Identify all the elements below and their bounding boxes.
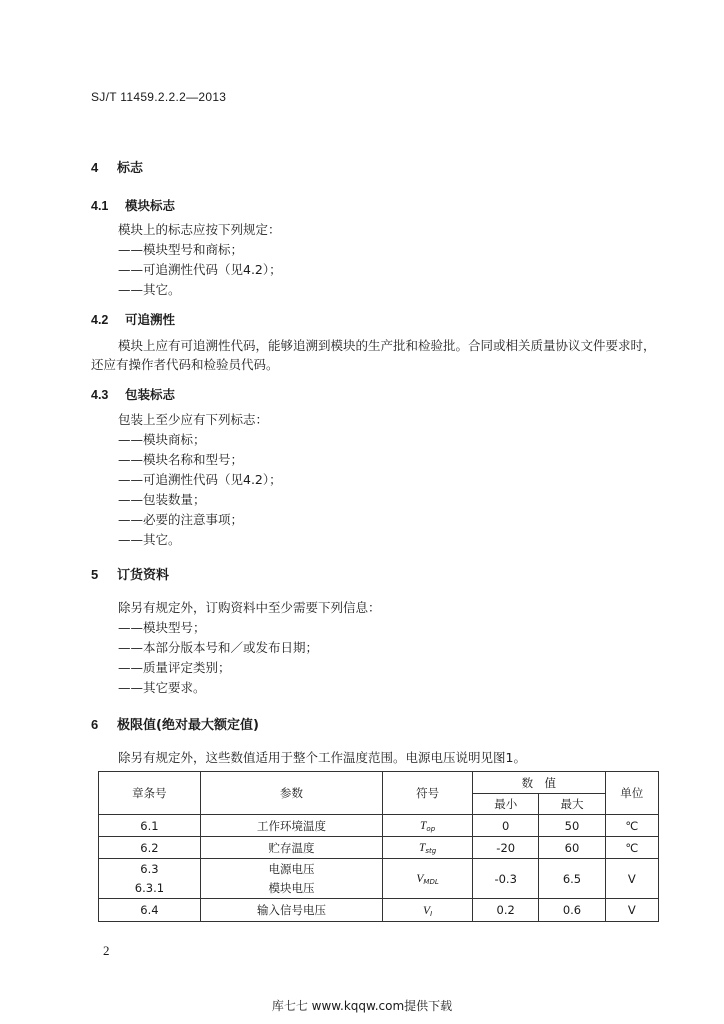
- section-6-heading: [91, 714, 259, 733]
- cell-clause: [99, 859, 201, 899]
- section-title: 订货资料: [117, 568, 170, 583]
- list-item: ——必要的注意事项；: [118, 512, 244, 527]
- symbol-subscript: I: [430, 909, 433, 918]
- section-number: 4.2: [91, 313, 109, 327]
- paragraph: 除另有规定外，这些数值适用于整个工作温度范围。电源电压说明见图1。: [118, 750, 526, 765]
- cell-max: 60: [539, 837, 605, 859]
- table-header-row: [99, 772, 659, 794]
- paragraph: 包装上至少应有下列标志：: [118, 412, 269, 427]
- param-line: 模块电压: [268, 880, 315, 895]
- cell-max: 0.6: [539, 899, 605, 922]
- header-clause: 章条号: [99, 772, 201, 815]
- section-title: 模块标志: [125, 198, 176, 213]
- symbol-main: V: [416, 873, 424, 885]
- page-number: 2: [103, 943, 110, 958]
- cell-min: -0.3: [473, 859, 539, 899]
- table-row: [99, 815, 659, 837]
- section-title: 极限值(绝对最大额定值): [117, 718, 259, 733]
- list-item: ——可追溯性代码（见4.2）；: [118, 262, 282, 277]
- cell-unit: V: [605, 859, 658, 899]
- cell-symbol: [383, 837, 473, 859]
- cell-max: 50: [539, 815, 605, 837]
- symbol-subscript: MDL: [423, 878, 439, 886]
- section-title: 可追溯性: [125, 312, 176, 327]
- cell-min: -20: [473, 837, 539, 859]
- list-item: ——模块商标；: [118, 432, 206, 447]
- section-5-body: [118, 598, 381, 698]
- header-unit: 单位: [605, 772, 658, 815]
- section-number: 5: [91, 567, 99, 582]
- cell-symbol: [383, 899, 473, 922]
- symbol-main: T: [420, 820, 427, 832]
- cell-clause: 6.4: [99, 899, 201, 922]
- list-item: ——模块型号；: [118, 620, 206, 635]
- cell-unit: ℃: [605, 837, 658, 859]
- list-item: ——包装数量；: [118, 492, 206, 507]
- cell-param: 贮存温度: [200, 837, 382, 859]
- paragraph: 模块上应有可追溯性代码，能够追溯到模块的生产批和检验批。合同或相关质量协议文件要求时，: [118, 338, 656, 353]
- cell-clause: 6.1: [99, 815, 201, 837]
- header-value: 数 值: [473, 772, 606, 794]
- cell-param: 输入信号电压: [200, 899, 382, 922]
- cell-symbol: [383, 859, 473, 899]
- cell-min: 0.2: [473, 899, 539, 922]
- list-item: ——模块名称和型号；: [118, 452, 244, 467]
- section-4-3-body: [118, 410, 282, 550]
- clause-line: 6.3.1: [134, 880, 165, 895]
- cell-param: 工作环境温度: [200, 815, 382, 837]
- list-item: ——模块型号和商标；: [118, 242, 244, 257]
- table-row: [99, 837, 659, 859]
- table-row: [99, 859, 659, 899]
- cell-max: 6.5: [539, 859, 605, 899]
- symbol-main: T: [418, 842, 426, 854]
- symbol-subscript: stg: [425, 847, 437, 855]
- section-number: 4: [91, 160, 99, 175]
- paragraph: 除另有规定外，订购资料中至少需要下列信息：: [118, 600, 381, 615]
- table-row: [99, 899, 659, 922]
- section-4-2-heading: [91, 310, 175, 328]
- paragraph: 模块上的标志应按下列规定：: [118, 222, 281, 237]
- section-number: 4.1: [91, 199, 109, 213]
- list-item: ——本部分版本号和／或发布日期；: [118, 640, 319, 655]
- list-item: ——质量评定类别；: [118, 660, 231, 675]
- cell-unit: ℃: [605, 815, 658, 837]
- clause-line: 6.3: [140, 861, 159, 876]
- header-symbol: 符号: [383, 772, 473, 815]
- cell-param: [200, 859, 382, 899]
- section-4-heading: [91, 157, 143, 176]
- header-param: 参数: [200, 772, 382, 815]
- section-title: 标志: [117, 161, 144, 176]
- standard-number: SJ/T 11459.2.2.2—2013: [91, 90, 227, 104]
- section-4-3-heading: [91, 385, 175, 403]
- footer-watermark: 库七七 www.kqqw.com提供下载: [271, 999, 453, 1013]
- section-5-heading: [91, 564, 169, 583]
- section-number: 4.3: [91, 388, 109, 402]
- list-item: ——其它要求。: [118, 680, 206, 695]
- symbol-main: V: [423, 904, 431, 917]
- symbol-subscript: op: [426, 825, 436, 833]
- cell-min: 0: [473, 815, 539, 837]
- param-line: 电源电压: [268, 861, 315, 876]
- limits-table: [98, 771, 659, 922]
- header-max: 最大: [539, 794, 605, 815]
- section-title: 包装标志: [125, 387, 176, 402]
- section-4-1-body: [118, 220, 282, 300]
- header-min: 最小: [473, 794, 539, 815]
- cell-clause: 6.2: [99, 837, 201, 859]
- section-number: 6: [91, 717, 99, 732]
- paragraph-continuation: 还应有操作者代码和检验员代码。: [91, 357, 279, 372]
- cell-unit: V: [605, 899, 658, 922]
- cell-symbol: [383, 815, 473, 837]
- list-item: ——其它。: [118, 532, 181, 547]
- section-4-1-heading: [91, 196, 175, 214]
- list-item: ——可追溯性代码（见4.2）；: [118, 472, 282, 487]
- list-item: ——其它。: [118, 282, 181, 297]
